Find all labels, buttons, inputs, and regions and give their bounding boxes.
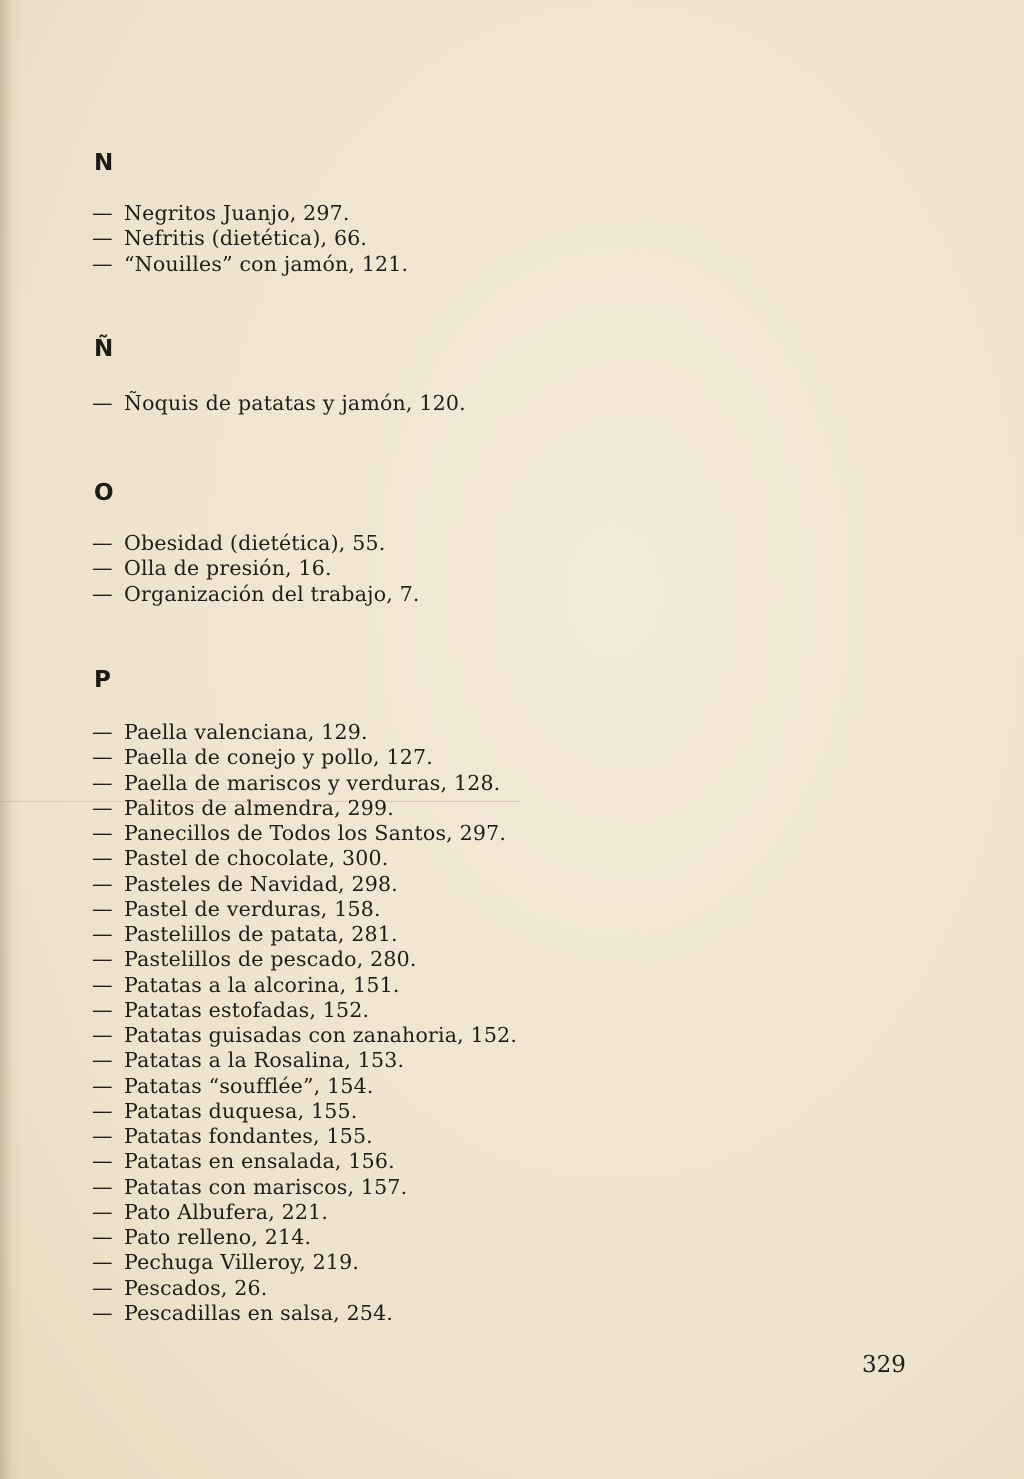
entry-text: Patatas a la Rosalina, 153.	[124, 1048, 405, 1073]
index-entry	[92, 745, 517, 770]
index-entry	[92, 720, 517, 745]
entry-text: Patatas guisadas con zanahoria, 152.	[124, 1023, 518, 1047]
entry-dash: —	[92, 846, 113, 871]
entry-text: Patatas en ensalada, 156.	[124, 1149, 395, 1174]
entry-dash: —	[92, 770, 113, 795]
entry-dash: —	[92, 720, 113, 744]
index-entry	[92, 201, 408, 226]
entry-text: Obesidad (dietética), 55.	[124, 531, 386, 555]
section-letter-n: N	[94, 150, 114, 176]
entry-text: Patatas “soufflée”, 154.	[124, 1073, 374, 1098]
entry-dash: —	[92, 896, 113, 921]
entry-dash: —	[92, 1124, 113, 1148]
entry-dash: —	[92, 972, 113, 997]
index-entry	[92, 1276, 517, 1301]
entry-text: Pasteles de Navidad, 298.	[124, 871, 398, 896]
index-entry	[92, 1301, 517, 1326]
entry-dash: —	[92, 251, 113, 276]
entry-text: Paella de mariscos y verduras, 128.	[124, 770, 501, 795]
index-entry	[92, 998, 517, 1023]
index-entry	[92, 391, 466, 416]
entry-text: Organización del trabajo, 7.	[124, 581, 420, 606]
entry-text: Panecillos de Todos los Santos, 297.	[124, 821, 507, 845]
entry-text: Patatas a la alcorina, 151.	[124, 972, 400, 997]
entry-text: Pastelillos de pescado, 280.	[124, 947, 417, 972]
index-entry	[92, 973, 517, 998]
index-entry	[92, 1200, 517, 1225]
section-entries-p	[92, 720, 517, 1326]
section-entries-n	[92, 201, 408, 277]
entry-dash: —	[92, 997, 113, 1022]
index-entry	[92, 531, 420, 556]
index-entry	[92, 226, 408, 251]
section-letter-p: P	[94, 667, 111, 693]
entry-text: Pescados, 26.	[124, 1275, 268, 1300]
entry-dash: —	[92, 201, 113, 225]
page-number: 329	[862, 1352, 906, 1378]
entry-dash: —	[92, 1275, 113, 1300]
index-entry	[92, 897, 517, 922]
entry-text: Pastel de chocolate, 300.	[124, 846, 389, 871]
entry-text: Pastelillos de patata, 281.	[124, 922, 398, 946]
entry-dash: —	[92, 1048, 113, 1073]
index-entry	[92, 1250, 517, 1275]
entry-text: Paella de conejo y pollo, 127.	[124, 745, 433, 770]
index-entry	[92, 1124, 517, 1149]
entry-text: Patatas duquesa, 155.	[124, 1098, 358, 1123]
index-entry	[92, 821, 517, 846]
entry-dash: —	[92, 1023, 113, 1047]
entry-dash: —	[92, 1149, 113, 1174]
entry-dash: —	[92, 391, 113, 415]
entry-dash: —	[92, 1073, 113, 1098]
entry-text: Pechuga Villeroy, 219.	[124, 1250, 360, 1275]
entry-dash: —	[92, 1250, 113, 1275]
entry-text: Patatas con mariscos, 157.	[124, 1174, 408, 1199]
entry-dash: —	[92, 1199, 113, 1224]
entry-dash: —	[92, 795, 113, 820]
entry-text: Pescadillas en salsa, 254.	[124, 1300, 394, 1325]
entry-text: Ñoquis de patatas y jamón, 120.	[124, 391, 466, 415]
section-entries-o	[92, 531, 420, 607]
entry-dash: —	[92, 947, 113, 972]
entry-text: Palitos de almendra, 299.	[124, 795, 394, 820]
index-entry	[92, 846, 517, 871]
entry-text: Paella valenciana, 129.	[124, 720, 368, 744]
entry-dash: —	[92, 556, 113, 581]
index-entry	[92, 1074, 517, 1099]
entry-text: Olla de presión, 16.	[124, 556, 332, 581]
section-entries-enye	[92, 391, 466, 416]
index-entry	[92, 922, 517, 947]
entry-dash: —	[92, 1225, 113, 1249]
index-entry	[92, 1149, 517, 1174]
entry-dash: —	[92, 821, 113, 845]
entry-text: Nefritis (dietética), 66.	[124, 226, 368, 251]
index-entry	[92, 252, 408, 277]
entry-dash: —	[92, 581, 113, 606]
entry-text: Pato relleno, 214.	[124, 1225, 312, 1249]
index-entry	[92, 1175, 517, 1200]
entry-text: Patatas estofadas, 152.	[124, 997, 370, 1022]
index-entry	[92, 796, 517, 821]
entry-text: Pato Albufera, 221.	[124, 1199, 329, 1224]
entry-dash: —	[92, 531, 113, 555]
index-entry	[92, 556, 420, 581]
entry-text: Pastel de verduras, 158.	[124, 896, 381, 921]
index-entry	[92, 1023, 517, 1048]
section-letter-enye: Ñ	[94, 336, 114, 362]
index-entry	[92, 872, 517, 897]
entry-dash: —	[92, 871, 113, 896]
entry-dash: —	[92, 1174, 113, 1199]
entry-dash: —	[92, 745, 113, 770]
index-entry	[92, 947, 517, 972]
entry-text: Negritos Juanjo, 297.	[124, 201, 350, 225]
index-entry	[92, 1048, 517, 1073]
index-entry	[92, 1099, 517, 1124]
entry-dash: —	[92, 1300, 113, 1325]
entry-text: “Nouilles” con jamón, 121.	[124, 251, 409, 276]
section-letter-o: O	[94, 480, 114, 506]
index-entry	[92, 1225, 517, 1250]
entry-dash: —	[92, 1098, 113, 1123]
index-entry	[92, 771, 517, 796]
index-entry	[92, 582, 420, 607]
entry-dash: —	[92, 226, 113, 251]
entry-dash: —	[92, 922, 113, 946]
entry-text: Patatas fondantes, 155.	[124, 1124, 373, 1148]
